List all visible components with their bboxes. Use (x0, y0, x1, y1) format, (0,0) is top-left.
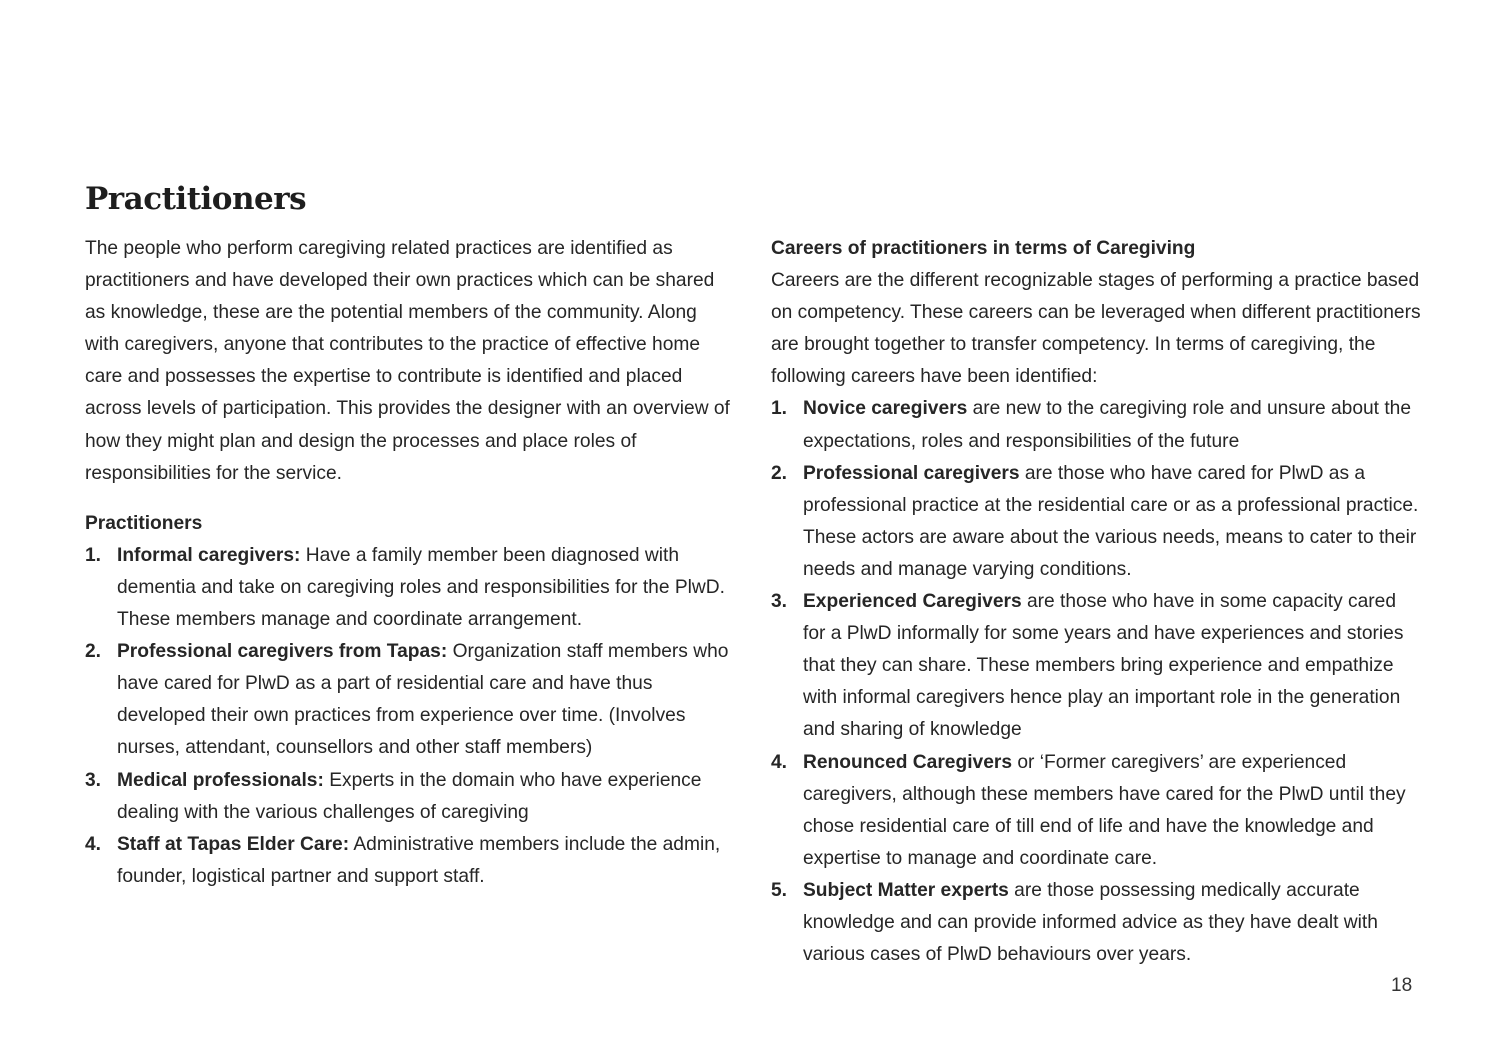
list-text: are those who have cared for PlwD as a professional practice at the residential care or as a professional practice. These actors are aware about the various needs, means to cater to their needs and manage varying conditions. (803, 462, 1419, 580)
left-intro-paragraph: The people who perform caregiving related practices are identified as practitioners and have developed their own practices which can be shared as knowledge, these are the potential members of the community. Along with caregivers, anyone that contributes to the practice of effective home care and possesses the expertise to contribute is identified and placed across levels of participation. This provides the designer with an overview of how they might plan and design the processes and place roles of responsibilities for the service. (85, 238, 730, 484)
page-title: Practitioners (85, 181, 307, 217)
list-item (771, 586, 1421, 746)
list-number: 5. (771, 879, 788, 901)
list-term: Informal caregivers: (117, 544, 301, 566)
list-number: 2. (771, 462, 788, 484)
list-term: Experienced Caregivers (803, 591, 1022, 613)
list-text: or ‘Former caregivers’ are experienced caregivers, although these members have cared for the PlwD until they chose residential care of till end of life and have the knowledge and expertise to manage and coordinate care. (803, 751, 1406, 869)
list-text: Experts in the domain who have experience dealing with the various challenges of caregiving (117, 769, 702, 823)
left-column (85, 233, 735, 893)
list-number: 3. (771, 591, 788, 613)
list-text: are those who have in some capacity cared for a PlwD informally for some years and have experiences and stories that they can share. These members bring experience and empathize with informal caregivers hence play an important role in the generation and sharing of knowledge (803, 591, 1404, 741)
list-item (85, 636, 735, 764)
list-term: Medical professionals: (117, 769, 324, 791)
list-number: 4. (771, 751, 788, 773)
list-item (85, 540, 735, 636)
careers-list (771, 393, 1421, 971)
list-number: 4. (85, 833, 102, 855)
careers-intro-paragraph: Careers are the different recognizable stages of performing a practice based on competency. These careers can be leveraged when different practitioners are brought together to transfer competency. In terms of caregiving, the following careers have been identified: (771, 270, 1421, 388)
list-term: Staff at Tapas Elder Care: (117, 833, 350, 855)
careers-heading: Careers of practitioners in terms of Caregiving (771, 238, 1196, 259)
list-item (85, 765, 735, 829)
spacer (85, 490, 735, 508)
list-item (771, 875, 1421, 971)
list-item (771, 747, 1421, 875)
practitioners-list-heading: Practitioners (85, 512, 203, 534)
list-item (771, 458, 1421, 586)
list-item (771, 393, 1421, 457)
list-text: Have a family member been diagnosed with dementia and take on caregiving roles and responsibilities for the PlwD. These members manage and coordinate arrangement. (117, 544, 725, 631)
list-number: 1. (85, 544, 102, 566)
list-term: Professional caregivers (803, 462, 1020, 484)
list-text: are those possessing medically accurate knowledge and can provide informed advice as they have dealt with various cases of PlwD behaviours over years. (803, 879, 1378, 966)
list-item (85, 829, 735, 893)
list-text: are new to the caregiving role and unsure about the expectations, roles and responsibilities of the future (803, 398, 1412, 452)
list-number: 3. (85, 769, 102, 791)
list-term: Professional caregivers from Tapas: (117, 641, 448, 663)
list-number: 1. (771, 398, 788, 420)
list-term: Novice caregivers (803, 398, 968, 420)
page-number: 18 (1391, 975, 1413, 996)
list-text: Administrative members include the admin, founder, logistical partner and support staff. (117, 833, 721, 887)
list-term: Subject Matter experts (803, 879, 1009, 901)
list-text: Organization staff members who have cared for PlwD as a part of residential care and have thus developed their own practices from experience over time. (Involves nurses, attendant, counsellors and other staff members) (117, 641, 729, 759)
list-number: 2. (85, 641, 102, 663)
list-term: Renounced Caregivers (803, 751, 1013, 773)
right-column (771, 233, 1421, 971)
practitioners-list (85, 540, 735, 893)
